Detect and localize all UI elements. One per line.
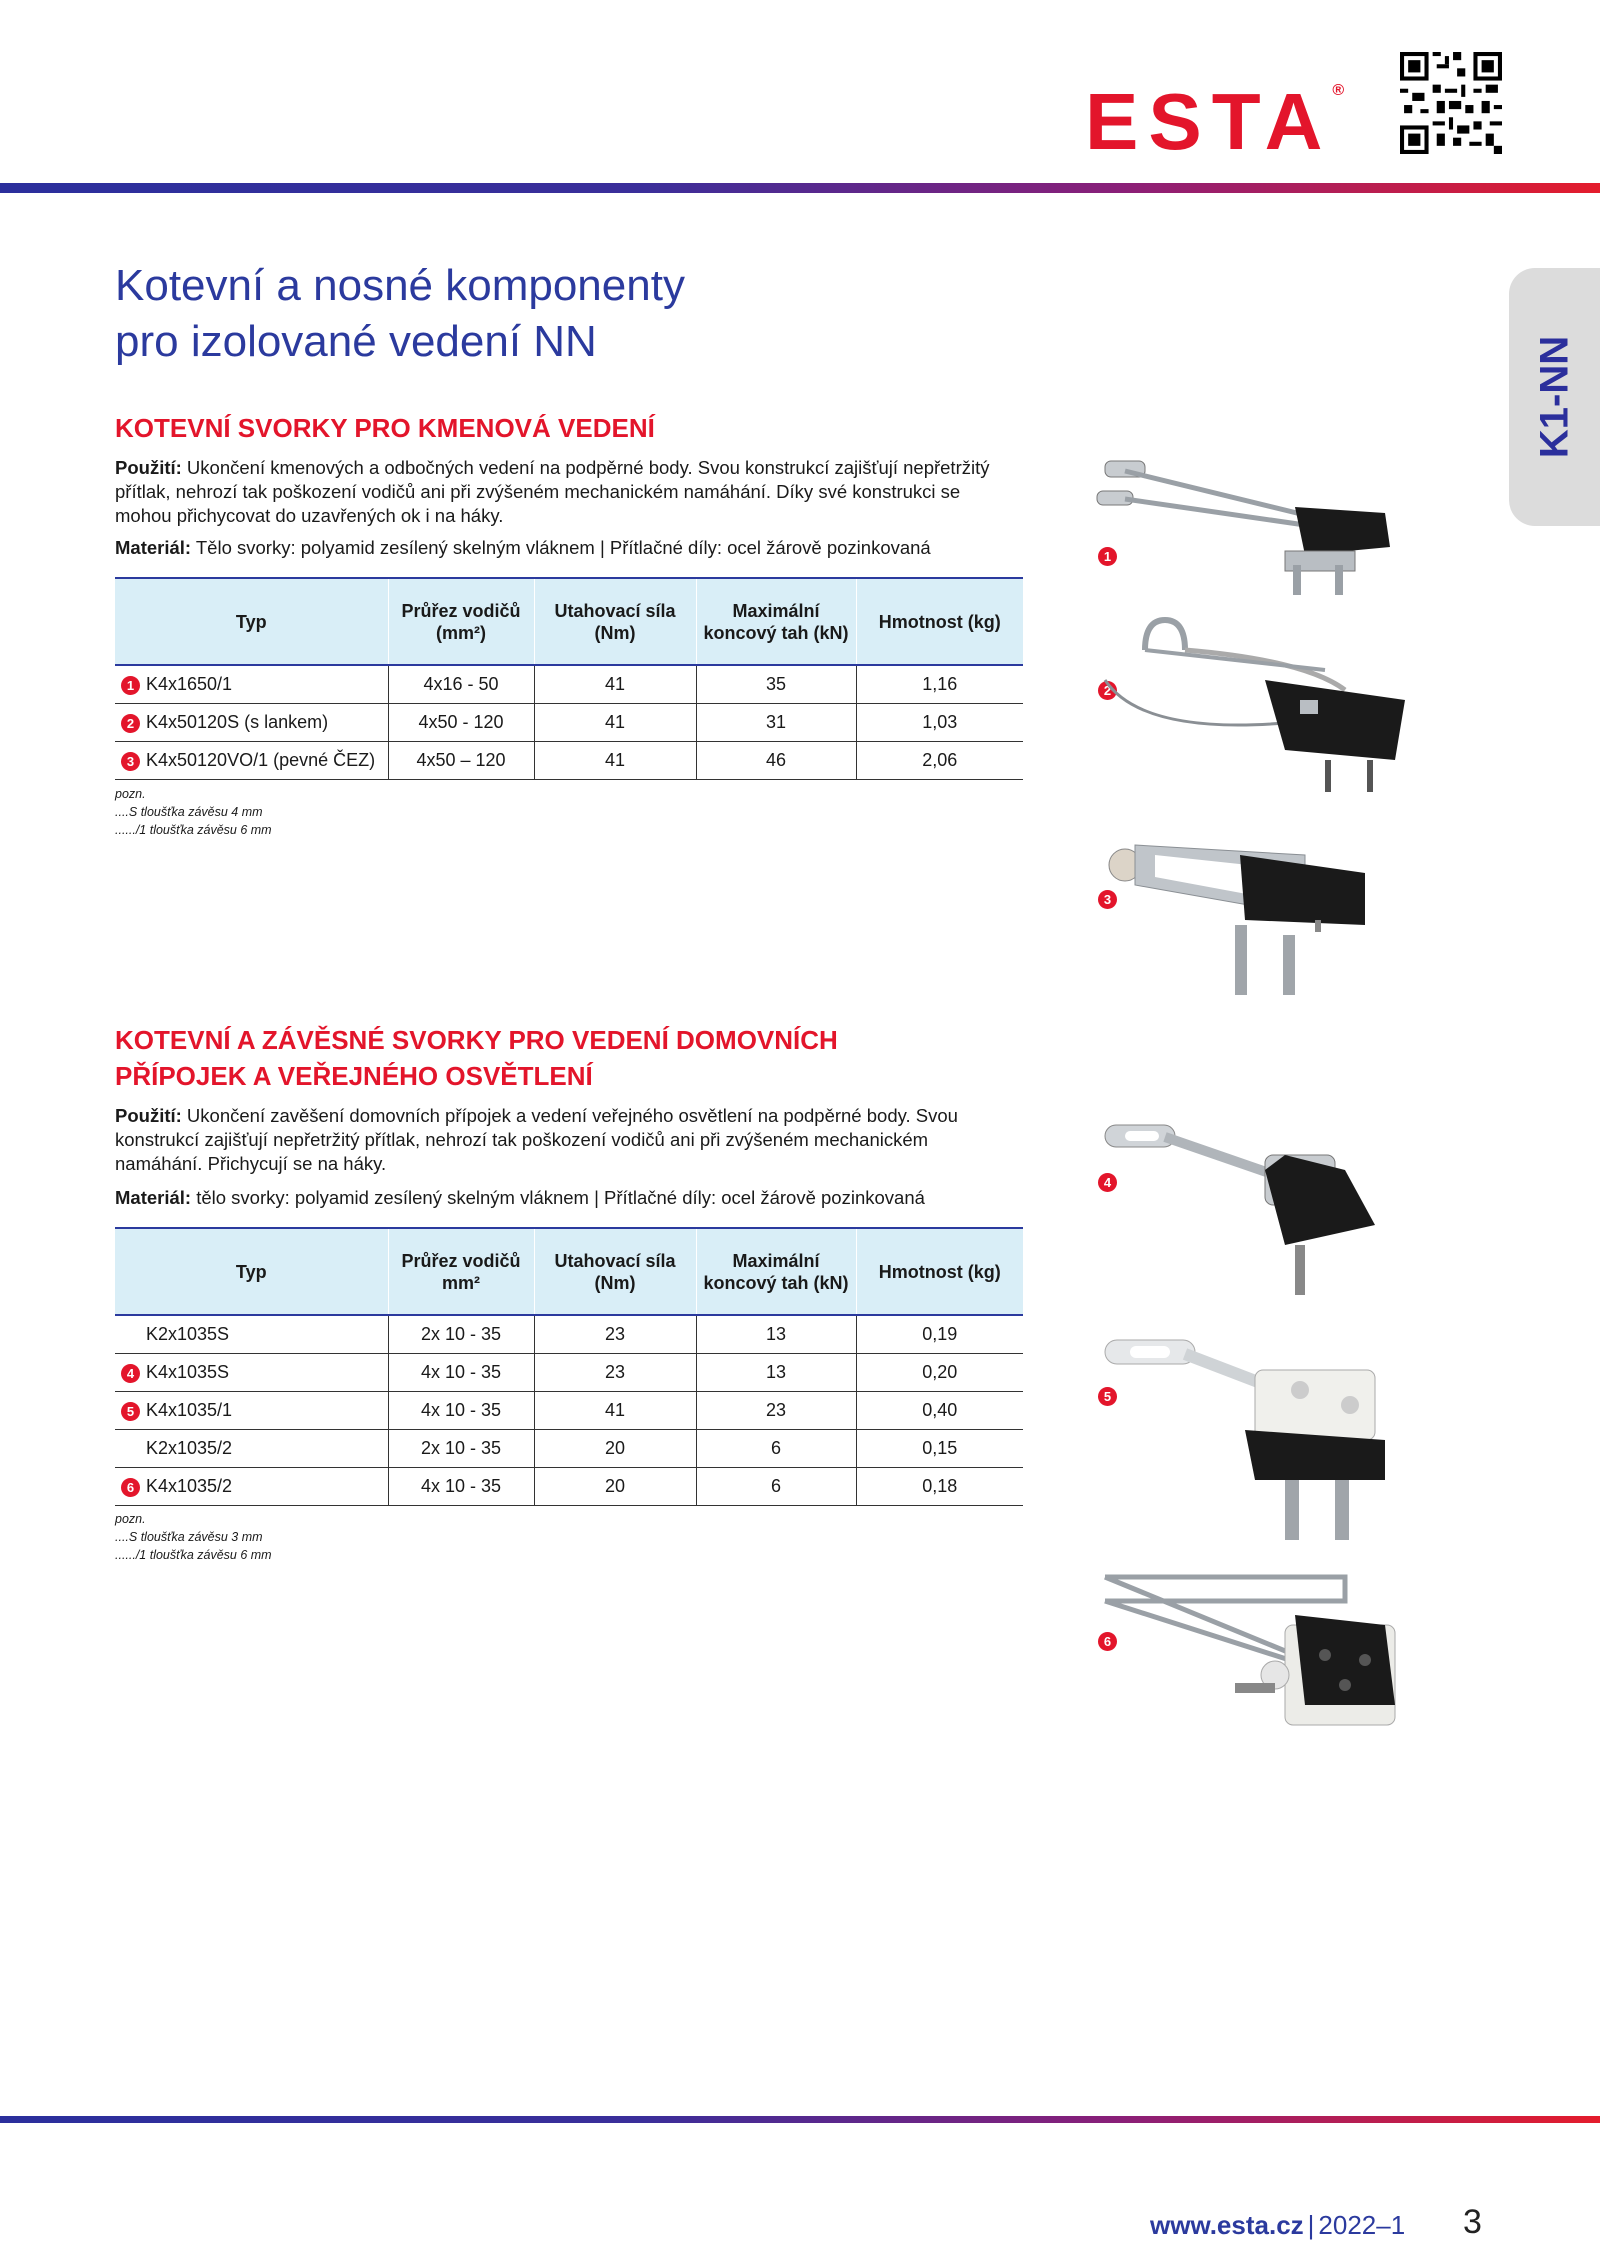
cell-typ [115, 1430, 388, 1468]
section2-notes [115, 1510, 272, 1564]
cell-hmotnost: 2,06 [856, 742, 1023, 780]
typ-label: K4x1035/1 [146, 1400, 233, 1420]
cell-tah: 6 [696, 1468, 856, 1506]
cell-tah: 46 [696, 742, 856, 780]
section2-usage: Použití: Ukončení zavěšení domovních přípojek a vedení veřejného osvětlení na podpěrné body. Svou konstrukcí zajišťují nepřetržitý přítlak, nehrozí tak poškození vodičů ani při zvýšeném mechanickém namáhání. Přichycují se na háky. [115, 1105, 958, 1174]
table-row [115, 1430, 1023, 1468]
section2-table [115, 1227, 1023, 1506]
column-header: Typ [115, 578, 388, 665]
table-row [115, 1354, 1023, 1392]
row-marker: 2 [121, 714, 140, 733]
side-tab: K1-NN [1509, 268, 1600, 526]
section1-usage: Použití: Ukončení kmenových a odbočných vedení na podpěrné body. Svou konstrukcí zajišťují nepřetržitý přítlak, nehrozí tak poškození vodičů ani při zvýšeném mechanickém namáhání. Díky své konstrukci se mohou přichycovat do uzavřených ok i na háky. [115, 457, 990, 526]
column-header: Hmotnost (kg) [856, 1228, 1023, 1315]
typ-label: K4x50120S (s lankem) [146, 712, 329, 732]
cell-hmotnost: 0,15 [856, 1430, 1023, 1468]
cell-sila: 23 [534, 1354, 696, 1392]
page-number: 3 [1463, 2203, 1482, 2241]
cell-tah: 13 [696, 1354, 856, 1392]
section1-table [115, 577, 1023, 780]
row-marker: 6 [121, 1478, 140, 1497]
table-row [115, 1392, 1023, 1430]
cell-typ [115, 1315, 388, 1354]
cell-sila: 41 [534, 742, 696, 780]
photo-marker-1: 1 [1098, 547, 1117, 566]
cell-hmotnost: 0,40 [856, 1392, 1023, 1430]
cell-sila: 41 [534, 704, 696, 742]
cell-sila: 41 [534, 665, 696, 704]
cell-tah: 35 [696, 665, 856, 704]
section2-material: Materiál: tělo svorky: polyamid zesílený skelným vláknem | Přítlačné díly: ocel žárově pozinkovaná [115, 1187, 925, 1208]
photo-marker-6: 6 [1098, 1632, 1117, 1651]
cell-sila: 41 [534, 1392, 696, 1430]
qr-code-icon [1400, 52, 1502, 154]
footer-website-link[interactable]: www.esta.cz [1150, 2210, 1304, 2240]
cell-prurez: 4x16 - 50 [388, 665, 534, 704]
product-photo-4 [1085, 1115, 1405, 1315]
cell-tah: 31 [696, 704, 856, 742]
product-photo-2 [1085, 610, 1405, 800]
cell-tah: 23 [696, 1392, 856, 1430]
cell-prurez: 2x 10 - 35 [388, 1430, 534, 1468]
cell-typ [115, 665, 388, 704]
table-row [115, 742, 1023, 780]
cell-typ [115, 1354, 388, 1392]
section1-title: KOTEVNÍ SVORKY PRO KMENOVÁ VEDENÍ [115, 413, 655, 443]
note-line: ....../1 tloušťka závěsu 6 mm [115, 1548, 272, 1562]
table-row [115, 1315, 1023, 1354]
cell-prurez: 2x 10 - 35 [388, 1315, 534, 1354]
cell-sila: 23 [534, 1315, 696, 1354]
product-photo-3 [1085, 795, 1405, 1010]
note-line: ....../1 tloušťka závěsu 6 mm [115, 823, 272, 837]
photo-marker-2: 2 [1098, 681, 1117, 700]
column-header: Maximální koncový tah (kN) [696, 578, 856, 665]
table-row [115, 704, 1023, 742]
product-photo-6 [1085, 1565, 1405, 1760]
section1-notes [115, 785, 272, 839]
product-photo-5 [1085, 1330, 1405, 1570]
cell-prurez: 4x 10 - 35 [388, 1354, 534, 1392]
row-marker: 3 [121, 752, 140, 771]
cell-prurez: 4x50 - 120 [388, 704, 534, 742]
cell-sila: 20 [534, 1468, 696, 1506]
esta-logo: ESTA® [1085, 77, 1345, 166]
column-header: Typ [115, 1228, 388, 1315]
note-line: pozn. [115, 787, 146, 801]
photo-marker-4: 4 [1098, 1173, 1117, 1192]
photo-marker-5: 5 [1098, 1387, 1117, 1406]
cell-typ [115, 1392, 388, 1430]
column-header: Hmotnost (kg) [856, 578, 1023, 665]
cell-typ [115, 704, 388, 742]
cell-hmotnost: 0,20 [856, 1354, 1023, 1392]
typ-label: K4x1650/1 [146, 674, 233, 694]
header-gradient-bar [0, 183, 1600, 193]
cell-typ [115, 742, 388, 780]
cell-hmotnost: 0,19 [856, 1315, 1023, 1354]
column-header: Utahovací síla (Nm) [534, 578, 696, 665]
typ-label: K4x1035/2 [146, 1476, 233, 1496]
cell-hmotnost: 0,18 [856, 1468, 1023, 1506]
cell-sila: 20 [534, 1430, 696, 1468]
typ-label: K4x50120VO/1 (pevné ČEZ) [146, 750, 376, 770]
cell-tah: 6 [696, 1430, 856, 1468]
note-line: ....S tloušťka závěsu 3 mm [115, 1530, 263, 1544]
cell-prurez: 4x 10 - 35 [388, 1392, 534, 1430]
cell-typ [115, 1468, 388, 1506]
typ-label: K2x1035S [146, 1324, 230, 1344]
cell-prurez: 4x 10 - 35 [388, 1468, 534, 1506]
section2-title: KOTEVNÍ A ZÁVĚSNÉ SVORKY PRO VEDENÍ DOMOVNÍCH PŘÍPOJEK A VEŘEJNÉHO OSVĚTLENÍ [115, 1025, 838, 1091]
cell-hmotnost: 1,03 [856, 704, 1023, 742]
column-header: Průřez vodičů (mm²) [388, 578, 534, 665]
note-line: ....S tloušťka závěsu 4 mm [115, 805, 263, 819]
product-photo-1 [1085, 455, 1405, 605]
footer-gradient-bar [0, 2116, 1600, 2123]
page-title: Kotevní a nosné komponenty pro izolované vedení NN [115, 261, 685, 366]
section1-material: Materiál: Tělo svorky: polyamid zesílený skelným vláknem | Přítlačné díly: ocel žárově pozinkovaná [115, 537, 931, 558]
cell-prurez: 4x50 – 120 [388, 742, 534, 780]
column-header: Maximální koncový tah (kN) [696, 1228, 856, 1315]
cell-hmotnost: 1,16 [856, 665, 1023, 704]
table-row [115, 665, 1023, 704]
note-line: pozn. [115, 1512, 146, 1526]
row-marker: 5 [121, 1402, 140, 1421]
cell-tah: 13 [696, 1315, 856, 1354]
photo-marker-3: 3 [1098, 890, 1117, 909]
row-marker: 4 [121, 1364, 140, 1383]
row-marker: 1 [121, 676, 140, 695]
table-row [115, 1468, 1023, 1506]
footer: www.esta.cz | 2022–1 [1150, 2210, 1406, 2240]
column-header: Průřez vodičů mm² [388, 1228, 534, 1315]
column-header: Utahovací síla (Nm) [534, 1228, 696, 1315]
typ-label: K4x1035S [146, 1362, 230, 1382]
typ-label: K2x1035/2 [146, 1438, 233, 1458]
